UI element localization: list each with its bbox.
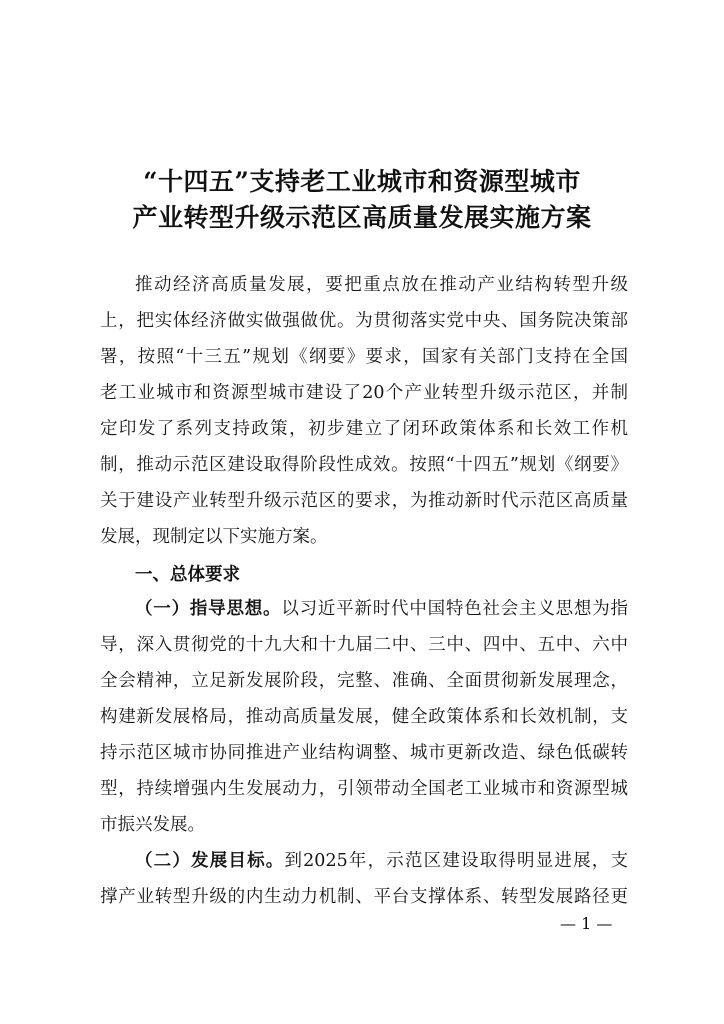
guiding-line-2: 导，深入贯彻党的十九大和十九届二中、三中、四中、五中、六中	[100, 635, 628, 655]
intro-line-6: 制，推动示范区建设取得阶段性成效。按照“十四五”规划《纲要》	[100, 455, 628, 475]
guiding-line-7: 市振兴发展。	[100, 815, 205, 835]
intro-line-3: 署，按照“十三五”规划《纲要》要求，国家有关部门支持在全国	[100, 347, 628, 367]
intro-line-2: 上，把实体经济做实做强做优。为贯彻落实党中央、国务院决策部	[100, 311, 628, 331]
section-heading-general-requirements: 一、总体要求	[135, 565, 240, 585]
guiding-line-1	[135, 598, 628, 620]
document-title-line-1: “十四五”支持老工业城市和资源型城市	[143, 167, 581, 196]
intro-line-5: 定印发了系列支持政策，初步建立了闭环政策体系和长效工作机	[100, 419, 628, 439]
guiding-line-3: 全会精神，立足新发展阶段，完整、准确、全面贯彻新发展理念，	[100, 671, 628, 691]
intro-line-1: 推动经济高质量发展，要把重点放在推动产业结构转型升级	[135, 275, 628, 295]
guiding-label: （一）指导思想。	[135, 599, 282, 619]
guiding-line-6: 型，持续增强内生发展动力，引领带动全国老工业城市和资源型城	[100, 779, 628, 799]
goals-line-2: 撑产业转型升级的内生动力机制、平台支撑体系、转型发展路径更	[100, 887, 628, 907]
intro-line-4: 老工业城市和资源型城市建设了20个产业转型升级示范区，并制	[100, 383, 628, 403]
guiding-first-text: 以习近平新时代中国特色社会主义思想为指	[281, 599, 629, 619]
goals-label: （二）发展目标。	[135, 851, 285, 871]
intro-line-8: 发展，现制定以下实施方案。	[100, 527, 328, 547]
goals-first-text: 到2025年，示范区建设取得明显进展，支	[284, 851, 628, 871]
intro-line-7: 关于建设产业转型升级示范区的要求，为推动新时代示范区高质量	[100, 491, 628, 511]
goals-line-1	[135, 850, 628, 872]
document-title-line-2: 产业转型升级示范区高质量发展实施方案	[132, 203, 592, 232]
guiding-line-5: 持示范区城市协同推进产业结构调整、城市更新改造、绿色低碳转	[100, 743, 628, 763]
page-number: — 1 —	[560, 914, 613, 933]
guiding-line-4: 构建新发展格局，推动高质量发展，健全政策体系和长效机制，支	[100, 707, 628, 727]
